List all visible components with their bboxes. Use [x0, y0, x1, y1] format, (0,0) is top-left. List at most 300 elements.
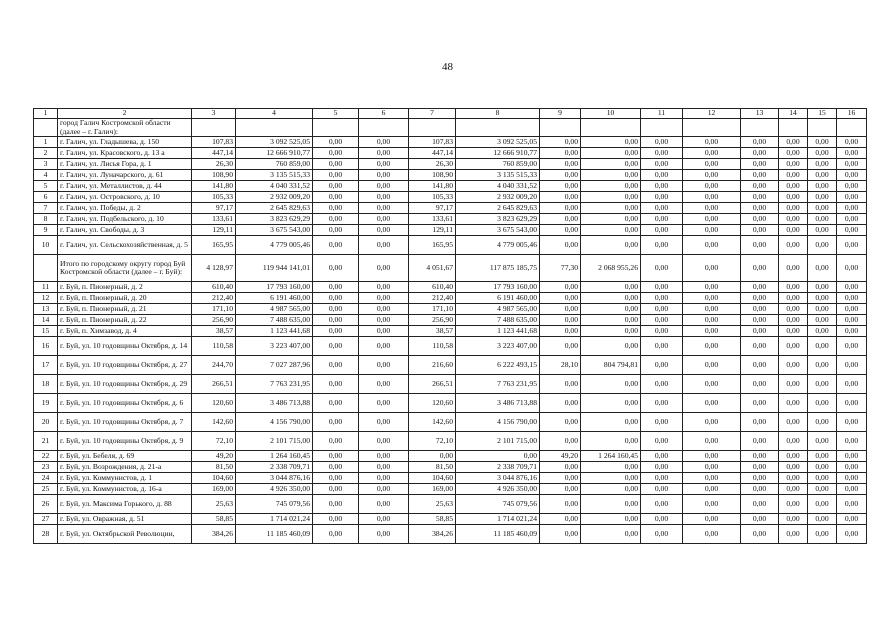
cost-cell: 0,00 — [581, 170, 641, 181]
value-cell: 0,00 — [683, 170, 741, 181]
value-cell: 0,00 — [779, 484, 808, 495]
area-cell: 49,20 — [192, 451, 236, 462]
value-cell: 0,00 — [779, 375, 808, 394]
value-cell: 0,00 — [359, 282, 409, 293]
cost-cell: 4 040 331,52 — [236, 181, 313, 192]
value-cell: 0,00 — [313, 159, 359, 170]
cost-cell: 6 222 493,15 — [456, 356, 540, 375]
value-cell: 0,00 — [313, 337, 359, 356]
area-cell — [409, 119, 456, 137]
value-cell: 0,00 — [313, 304, 359, 315]
table-row — [34, 214, 867, 225]
table-row — [34, 304, 867, 315]
value-cell: 0,00 — [359, 137, 409, 148]
cost-cell: 3 486 713,88 — [456, 394, 540, 413]
cost-cell: 4 156 790,00 — [456, 413, 540, 432]
value-cell: 0,00 — [359, 484, 409, 495]
value-cell: 0,00 — [741, 356, 779, 375]
address-cell: г. Галич, ул. Островского, д. 10 — [58, 192, 192, 203]
value-cell: 0,00 — [741, 255, 779, 282]
cost-cell: 0,00 — [581, 484, 641, 495]
value-cell: 0,00 — [313, 315, 359, 326]
area-cell: 120,60 — [409, 394, 456, 413]
column-number: 13 — [741, 109, 779, 119]
area-cell: 141,80 — [409, 181, 456, 192]
area-cell: 0,00 — [540, 192, 581, 203]
value-cell: 0,00 — [837, 394, 867, 413]
value-cell: 0,00 — [808, 375, 837, 394]
value-cell: 0,00 — [741, 413, 779, 432]
cost-cell: 6 191 460,00 — [456, 293, 540, 304]
value-cell: 0,00 — [683, 225, 741, 236]
area-cell: 0,00 — [540, 236, 581, 255]
value-cell: 0,00 — [741, 473, 779, 484]
value-cell: 0,00 — [359, 462, 409, 473]
value-cell: 0,00 — [683, 375, 741, 394]
row-number: 11 — [34, 282, 58, 293]
value-cell: 0,00 — [641, 192, 683, 203]
value-cell: 0,00 — [741, 337, 779, 356]
cost-cell: 12 666 910,77 — [456, 148, 540, 159]
area-cell: 72,10 — [192, 432, 236, 451]
value-cell: 0,00 — [779, 137, 808, 148]
value-cell: 0,00 — [641, 356, 683, 375]
area-cell: 165,95 — [409, 236, 456, 255]
table-row — [34, 203, 867, 214]
value-cell: 0,00 — [313, 192, 359, 203]
column-number: 4 — [236, 109, 313, 119]
address-cell: г. Буй, ул. Максима Горького, д. 88 — [58, 495, 192, 514]
value-cell: 0,00 — [808, 203, 837, 214]
value-cell: 0,00 — [741, 225, 779, 236]
value-cell: 0,00 — [808, 304, 837, 315]
row-number: 22 — [34, 451, 58, 462]
value-cell — [808, 119, 837, 137]
value-cell: 0,00 — [641, 495, 683, 514]
area-cell: 0,00 — [540, 315, 581, 326]
cost-cell: 0,00 — [581, 326, 641, 337]
area-cell: 81,50 — [409, 462, 456, 473]
table-row — [34, 236, 867, 255]
address-cell: г. Галич, ул. Луначарского, д. 61 — [58, 170, 192, 181]
value-cell: 0,00 — [808, 315, 837, 326]
area-cell: 266,51 — [192, 375, 236, 394]
value-cell: 0,00 — [313, 203, 359, 214]
value-cell: 0,00 — [359, 473, 409, 484]
cost-cell: 2 645 829,63 — [236, 203, 313, 214]
column-number: 14 — [779, 109, 808, 119]
cost-cell: 3 223 407,00 — [236, 337, 313, 356]
address-cell: г. Галич, ул. Свободы, д. 3 — [58, 225, 192, 236]
cost-cell: 6 191 460,00 — [236, 293, 313, 304]
value-cell: 0,00 — [779, 192, 808, 203]
cost-cell: 4 926 350,00 — [236, 484, 313, 495]
value-cell: 0,00 — [741, 462, 779, 473]
cost-cell: 0,00 — [581, 236, 641, 255]
cost-cell: 804 794,81 — [581, 356, 641, 375]
column-number: 3 — [192, 109, 236, 119]
value-cell: 0,00 — [808, 214, 837, 225]
value-cell: 0,00 — [808, 394, 837, 413]
row-number: 4 — [34, 170, 58, 181]
area-cell: 0,00 — [540, 282, 581, 293]
cost-cell — [236, 119, 313, 137]
row-number: 20 — [34, 413, 58, 432]
value-cell: 0,00 — [683, 255, 741, 282]
value-cell: 0,00 — [779, 255, 808, 282]
value-cell: 0,00 — [837, 214, 867, 225]
value-cell: 0,00 — [837, 282, 867, 293]
cost-cell: 2 338 709,71 — [456, 462, 540, 473]
cost-cell: 0,00 — [581, 304, 641, 315]
area-cell: 0,00 — [540, 148, 581, 159]
value-cell: 0,00 — [808, 148, 837, 159]
value-cell: 0,00 — [313, 473, 359, 484]
table-row — [34, 170, 867, 181]
area-cell: 25,63 — [409, 495, 456, 514]
area-cell: 104,60 — [409, 473, 456, 484]
value-cell: 0,00 — [313, 462, 359, 473]
address-cell: город Галич Костромской области (далее – г. Галич): — [58, 119, 192, 137]
value-cell: 0,00 — [313, 137, 359, 148]
area-cell: 104,60 — [192, 473, 236, 484]
value-cell: 0,00 — [808, 170, 837, 181]
area-cell: 0,00 — [540, 375, 581, 394]
table-row — [34, 148, 867, 159]
area-cell: 110,58 — [409, 337, 456, 356]
value-cell: 0,00 — [641, 181, 683, 192]
table-row — [34, 375, 867, 394]
area-cell: 133,61 — [192, 214, 236, 225]
value-cell: 0,00 — [359, 255, 409, 282]
value-cell: 0,00 — [779, 225, 808, 236]
cost-cell: 0,00 — [581, 282, 641, 293]
table-row — [34, 293, 867, 304]
table-row — [34, 495, 867, 514]
table-row — [34, 159, 867, 170]
area-cell: 58,85 — [192, 514, 236, 525]
cost-cell: 119 944 141,01 — [236, 255, 313, 282]
value-cell: 0,00 — [741, 451, 779, 462]
value-cell: 0,00 — [641, 514, 683, 525]
row-number: 5 — [34, 181, 58, 192]
value-cell: 0,00 — [741, 137, 779, 148]
area-cell: 26,30 — [409, 159, 456, 170]
address-cell: г. Буй, ул. 10 годовщины Октября, д. 29 — [58, 375, 192, 394]
area-cell: 105,33 — [409, 192, 456, 203]
value-cell: 0,00 — [313, 148, 359, 159]
value-cell: 0,00 — [359, 413, 409, 432]
area-cell: 58,85 — [409, 514, 456, 525]
cost-cell: 0,00 — [581, 514, 641, 525]
value-cell: 0,00 — [641, 170, 683, 181]
value-cell: 0,00 — [683, 337, 741, 356]
row-number: 18 — [34, 375, 58, 394]
address-cell: г. Буй, п. Пионерный, д. 22 — [58, 315, 192, 326]
column-number: 9 — [540, 109, 581, 119]
value-cell: 0,00 — [641, 255, 683, 282]
area-cell: 212,40 — [192, 293, 236, 304]
value-cell: 0,00 — [779, 214, 808, 225]
cost-cell: 11 185 460,09 — [456, 525, 540, 544]
value-cell: 0,00 — [779, 462, 808, 473]
value-cell: 0,00 — [359, 432, 409, 451]
value-cell: 0,00 — [779, 525, 808, 544]
cost-cell: 1 264 160,45 — [236, 451, 313, 462]
address-cell: г. Буй, ул. 10 годовщины Октября, д. 27 — [58, 356, 192, 375]
cost-cell: 0,00 — [581, 214, 641, 225]
area-cell: 38,57 — [409, 326, 456, 337]
value-cell: 0,00 — [641, 282, 683, 293]
value-cell: 0,00 — [683, 462, 741, 473]
row-number: 1 — [34, 137, 58, 148]
column-number: 8 — [456, 109, 540, 119]
area-cell — [192, 119, 236, 137]
value-cell: 0,00 — [683, 137, 741, 148]
value-cell: 0,00 — [313, 484, 359, 495]
table-row — [34, 484, 867, 495]
value-cell — [313, 119, 359, 137]
area-cell: 0,00 — [540, 304, 581, 315]
value-cell: 0,00 — [741, 495, 779, 514]
value-cell: 0,00 — [779, 394, 808, 413]
cost-cell: 3 223 407,00 — [456, 337, 540, 356]
value-cell: 0,00 — [641, 225, 683, 236]
area-cell: 0,00 — [540, 225, 581, 236]
value-cell: 0,00 — [683, 356, 741, 375]
value-cell: 0,00 — [359, 337, 409, 356]
row-number: 19 — [34, 394, 58, 413]
area-cell: 212,40 — [409, 293, 456, 304]
page-number: 48 — [442, 61, 453, 73]
cost-cell: 760 859,00 — [456, 159, 540, 170]
value-cell: 0,00 — [359, 293, 409, 304]
value-cell: 0,00 — [741, 432, 779, 451]
value-cell: 0,00 — [359, 203, 409, 214]
address-cell: г. Буй, ул. 10 годовщины Октября, д. 9 — [58, 432, 192, 451]
area-cell: 0,00 — [540, 159, 581, 170]
cost-cell: 7 763 231,95 — [236, 375, 313, 394]
area-cell: 384,26 — [192, 525, 236, 544]
value-cell: 0,00 — [313, 394, 359, 413]
value-cell: 0,00 — [359, 304, 409, 315]
value-cell: 0,00 — [779, 514, 808, 525]
cost-cell: 1 123 441,68 — [236, 326, 313, 337]
value-cell: 0,00 — [359, 495, 409, 514]
table-row — [34, 413, 867, 432]
column-number: 10 — [581, 109, 641, 119]
table-row — [34, 315, 867, 326]
value-cell: 0,00 — [808, 473, 837, 484]
value-cell: 0,00 — [359, 375, 409, 394]
value-cell: 0,00 — [837, 462, 867, 473]
address-cell: г. Галич, ул. Лисья Гора, д. 1 — [58, 159, 192, 170]
cost-cell: 0,00 — [581, 192, 641, 203]
table-row — [34, 356, 867, 375]
cost-cell: 0,00 — [581, 293, 641, 304]
value-cell: 0,00 — [641, 236, 683, 255]
table-row — [34, 525, 867, 544]
value-cell: 0,00 — [683, 495, 741, 514]
value-cell: 0,00 — [313, 525, 359, 544]
value-cell: 0,00 — [641, 484, 683, 495]
area-cell: 77,30 — [540, 255, 581, 282]
value-cell: 0,00 — [683, 473, 741, 484]
row-number: 26 — [34, 495, 58, 514]
address-cell: г. Буй, ул. 10 годовщины Октября, д. 6 — [58, 394, 192, 413]
value-cell: 0,00 — [313, 451, 359, 462]
cost-cell: 3 135 515,33 — [236, 170, 313, 181]
area-cell: 97,17 — [409, 203, 456, 214]
value-cell: 0,00 — [837, 337, 867, 356]
row-number: 17 — [34, 356, 58, 375]
cost-cell: 2 932 009,20 — [236, 192, 313, 203]
value-cell: 0,00 — [837, 356, 867, 375]
value-cell: 0,00 — [741, 282, 779, 293]
area-cell: 0,00 — [409, 451, 456, 462]
value-cell: 0,00 — [837, 432, 867, 451]
value-cell — [779, 119, 808, 137]
address-cell: г. Буй, п. Пионерный, д. 2 — [58, 282, 192, 293]
value-cell: 0,00 — [837, 514, 867, 525]
area-cell: 110,58 — [192, 337, 236, 356]
value-cell: 0,00 — [359, 236, 409, 255]
value-cell: 0,00 — [808, 282, 837, 293]
value-cell: 0,00 — [741, 326, 779, 337]
address-cell: г. Галич, ул. Победы, д. 2 — [58, 203, 192, 214]
value-cell: 0,00 — [359, 315, 409, 326]
cost-cell: 3 675 543,00 — [456, 225, 540, 236]
value-cell: 0,00 — [779, 181, 808, 192]
value-cell: 0,00 — [837, 293, 867, 304]
cost-cell: 4 987 565,00 — [236, 304, 313, 315]
cost-cell: 3 044 876,16 — [236, 473, 313, 484]
group-row — [34, 119, 867, 137]
row-number: 6 — [34, 192, 58, 203]
address-cell: г. Буй, ул. Коммунистов, д. 16-а — [58, 484, 192, 495]
area-cell: 266,51 — [409, 375, 456, 394]
value-cell: 0,00 — [808, 337, 837, 356]
value-cell: 0,00 — [741, 236, 779, 255]
area-cell: 0,00 — [540, 203, 581, 214]
address-cell: г. Буй, ул. 10 годовщины Октября, д. 14 — [58, 337, 192, 356]
cost-cell: 11 185 460,09 — [236, 525, 313, 544]
value-cell: 0,00 — [808, 462, 837, 473]
area-cell: 0,00 — [540, 484, 581, 495]
value-cell — [641, 119, 683, 137]
value-cell: 0,00 — [683, 432, 741, 451]
value-cell: 0,00 — [837, 159, 867, 170]
cost-cell: 0,00 — [456, 451, 540, 462]
table-row — [34, 282, 867, 293]
value-cell: 0,00 — [359, 159, 409, 170]
column-number: 5 — [313, 109, 359, 119]
area-cell: 0,00 — [540, 137, 581, 148]
row-number: 12 — [34, 293, 58, 304]
address-cell: г. Буй, п. Химзавод, д. 4 — [58, 326, 192, 337]
cost-cell: 117 875 185,75 — [456, 255, 540, 282]
value-cell: 0,00 — [359, 192, 409, 203]
value-cell: 0,00 — [741, 159, 779, 170]
value-cell: 0,00 — [808, 432, 837, 451]
value-cell: 0,00 — [741, 293, 779, 304]
cost-cell: 0,00 — [581, 394, 641, 413]
area-cell: 72,10 — [409, 432, 456, 451]
area-cell: 26,30 — [192, 159, 236, 170]
value-cell: 0,00 — [641, 214, 683, 225]
value-cell: 0,00 — [837, 225, 867, 236]
value-cell: 0,00 — [837, 451, 867, 462]
value-cell: 0,00 — [683, 413, 741, 432]
value-cell: 0,00 — [313, 181, 359, 192]
value-cell — [837, 119, 867, 137]
value-cell: 0,00 — [641, 148, 683, 159]
row-number: 21 — [34, 432, 58, 451]
row-number — [34, 119, 58, 137]
cost-cell: 4 779 005,46 — [236, 236, 313, 255]
value-cell: 0,00 — [313, 282, 359, 293]
table-row — [34, 137, 867, 148]
value-cell: 0,00 — [779, 282, 808, 293]
area-cell: 107,83 — [192, 137, 236, 148]
area-cell: 0,00 — [540, 473, 581, 484]
value-cell: 0,00 — [837, 304, 867, 315]
value-cell: 0,00 — [683, 484, 741, 495]
cost-cell: 4 040 331,52 — [456, 181, 540, 192]
cost-cell: 7 488 635,00 — [236, 315, 313, 326]
value-cell: 0,00 — [808, 137, 837, 148]
value-cell — [741, 119, 779, 137]
value-cell: 0,00 — [808, 356, 837, 375]
cost-cell: 2 932 009,20 — [456, 192, 540, 203]
value-cell: 0,00 — [683, 148, 741, 159]
address-cell: г. Буй, п. Пионерный, д. 20 — [58, 293, 192, 304]
area-cell: 142,60 — [192, 413, 236, 432]
value-cell: 0,00 — [779, 356, 808, 375]
value-cell: 0,00 — [837, 375, 867, 394]
cost-cell: 0,00 — [581, 525, 641, 544]
value-cell: 0,00 — [683, 525, 741, 544]
value-cell: 0,00 — [313, 225, 359, 236]
area-cell: 165,95 — [192, 236, 236, 255]
value-cell: 0,00 — [779, 236, 808, 255]
value-cell: 0,00 — [313, 514, 359, 525]
row-number: 8 — [34, 214, 58, 225]
value-cell: 0,00 — [641, 337, 683, 356]
cost-cell: 0,00 — [581, 315, 641, 326]
address-cell: г. Буй, п. Пионерный, д. 21 — [58, 304, 192, 315]
cost-cell: 2 101 715,00 — [236, 432, 313, 451]
row-number: 15 — [34, 326, 58, 337]
address-cell: г. Буй, ул. Октябрьской Революции, — [58, 525, 192, 544]
value-cell: 0,00 — [641, 203, 683, 214]
value-cell: 0,00 — [741, 148, 779, 159]
area-cell: 28,10 — [540, 356, 581, 375]
cost-cell: 3 092 525,05 — [236, 137, 313, 148]
address-cell: г. Буй, ул. Овражная, д. 51 — [58, 514, 192, 525]
area-cell: 610,40 — [409, 282, 456, 293]
area-cell: 133,61 — [409, 214, 456, 225]
table-row — [34, 432, 867, 451]
value-cell: 0,00 — [837, 255, 867, 282]
row-number: 13 — [34, 304, 58, 315]
area-cell: 384,26 — [409, 525, 456, 544]
cost-cell: 0,00 — [581, 337, 641, 356]
value-cell: 0,00 — [779, 170, 808, 181]
value-cell: 0,00 — [741, 375, 779, 394]
value-cell: 0,00 — [837, 236, 867, 255]
area-cell: 0,00 — [540, 525, 581, 544]
